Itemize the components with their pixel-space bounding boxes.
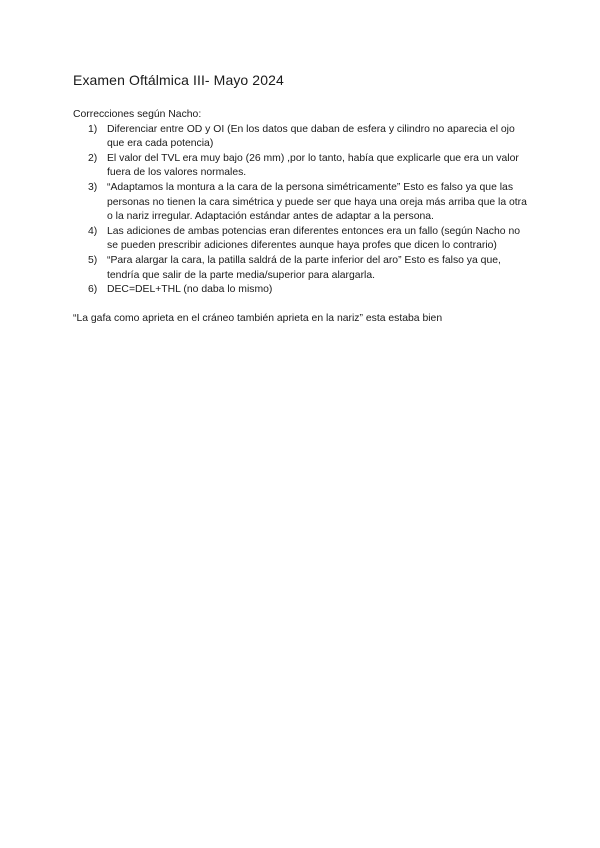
list-item-text: El valor del TVL era muy bajo (26 mm) ,por lo tanto, había que explicarle que era un valor fuera de los valores normales. — [107, 152, 519, 179]
list-item — [73, 225, 533, 254]
list-item — [73, 152, 533, 181]
list-item-number: 4) — [88, 225, 98, 237]
list-item-text: DEC=DEL+THL (no daba lo mismo) — [107, 284, 273, 296]
list-item-number: 1) — [88, 123, 98, 135]
closing-note: “La gafa como aprieta en el cráneo también aprieta en la nariz” esta estaba bien — [73, 312, 443, 324]
document-title: Examen Oftálmica III- Mayo 2024 — [73, 72, 284, 88]
list-item-text: “Para alargar la cara, la patilla saldrá de la parte inferior del aro” Esto es falso ya que, tendría que salir de la parte media/superior para alargarla. — [107, 254, 501, 281]
list-item — [73, 254, 533, 283]
list-item — [73, 123, 533, 152]
list-item-text: Diferenciar entre OD y OI (En los datos que daban de esfera y cilindro no aparecia el ojo que era cada potencia) — [107, 123, 515, 150]
corrections-intro: Correcciones según Nacho: — [73, 109, 202, 120]
list-item-number: 2) — [88, 152, 98, 164]
list-item-number: 6) — [88, 284, 98, 296]
corrections-list — [73, 123, 533, 298]
list-item-text: “Adaptamos la montura a la cara de la persona simétricamente” Esto es falso ya que las personas no tienen la cara simétrica y puede ser que haya una oreja más arriba que la otra o la nariz irregular. Adaptación estándar antes de adaptar a la persona. — [107, 181, 527, 223]
list-item-number: 3) — [88, 181, 98, 193]
document-body — [73, 108, 533, 326]
list-item-number: 5) — [88, 254, 98, 266]
list-item-text: Las adiciones de ambas potencias eran diferentes entonces era un fallo (según Nacho no se pueden prescribir adiciones diferentes aunque haya profes que dicen lo contrario) — [107, 225, 521, 252]
list-item — [73, 181, 533, 225]
list-item — [73, 283, 533, 298]
